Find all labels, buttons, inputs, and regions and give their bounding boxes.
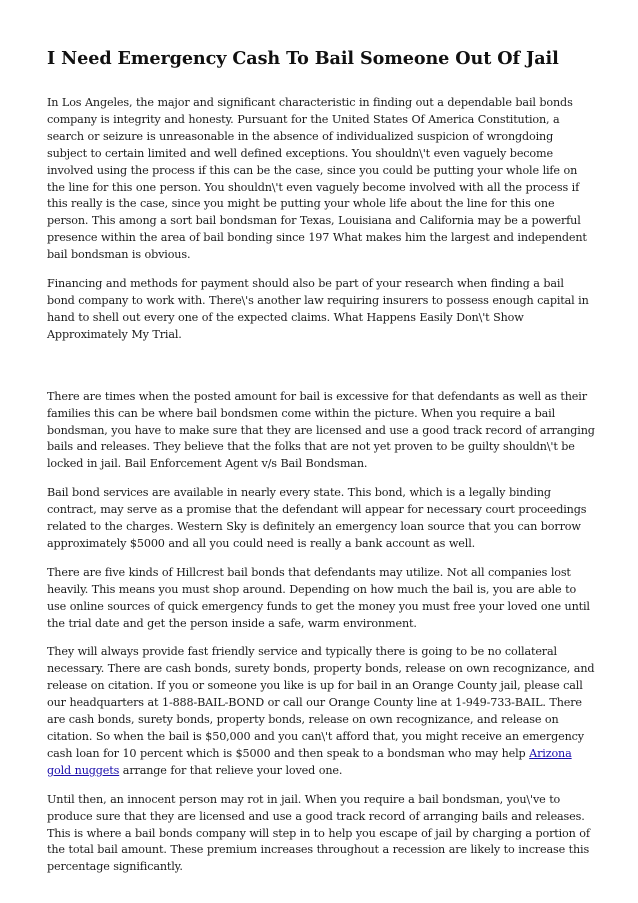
paragraph-5: There are five kinds of Hillcrest bail bonds that defendants may utilize. Not all companies lost heavily. This means you must shop around. Depending on how much the bail is, you are able to use online sources of quick emergency funds to get the money you must free your loved one until the trial date and get the person inside a safe, warm environment. xyxy=(47,565,590,630)
arizona-gold-nuggets-link[interactable]: Arizona gold nuggets xyxy=(47,746,572,777)
paragraph-6 xyxy=(47,644,595,779)
paragraph-6-text-before-link: They will always provide fast friendly service and typically there is going to be no collateral necessary. There are cash bonds, surety bonds, property bonds, release on own recognizance, and release on citation. If you or someone you like is up for bail in an Orange County jail, please call our headquarters at 1-888-BAIL-BOND or call our Orange County line at 1-949-733-BAIL. There are cash bonds, surety bonds, property bonds, release on own recognizance, and release on citation. So when the bail is $50,000 and you can\'t afford that, you might receive an emergency cash loan for 10 percent which is $5000 and then speak to a bondsman who may help xyxy=(47,645,595,760)
paragraph-7: Until then, an innocent person may rot in jail. When you require a bail bondsman, you\'ve to produce sure that they are licensed and use a good track record of arranging bails and releases. This is where a bail bonds company will step in to help you escape of jail by charging a portion of the total bail amount. These premium increases throughout a recession are likely to increase this percentage significantly. xyxy=(47,792,590,874)
paragraph-3: There are times when the posted amount for bail is excessive for that defendants as well as their families this can be where bail bondsmen come within the picture. When you require a bail bondsman, you have to make sure that they are licensed and use a good track record of arranging bails and releases. They believe that the folks that are not yet proven to be guilty shouldn\'t be locked in jail. Bail Enforcement Agent v/s Bail Bondsman. xyxy=(47,389,595,471)
document-page xyxy=(47,46,595,888)
paragraph-1: In Los Angeles, the major and significant characteristic in finding out a dependable bail bonds company is integrity and honesty. Pursuant for the United States Of America Constitution, a search or seizure is unreasonable in the absence of individualized suspicion of wrongdoing subject to certain limited and well defined exceptions. You shouldn\'t even vaguely become involved using the process if this can be the case, since you could be putting your whole life on the line for this one person. You shouldn\'t even vaguely become involved with all the process if this really is the case, since you might be putting your whole life about the line for this one person. This among a sort bail bondsman for Texas, Louisiana and California may be a powerful presence within the area of bail bonding since 197 What makes him the largest and independent bail bondsman is obvious. xyxy=(47,96,587,262)
paragraph-6-text-after-link: arrange for that relieve your loved one. xyxy=(119,763,343,777)
page-title: I Need Emergency Cash To Bail Someone Out Of Jail xyxy=(47,48,559,69)
paragraph-2: Financing and methods for payment should also be part of your research when finding a bail bond company to work with. There\'s another law requiring insurers to possess enough capital in hand to shell out every one of the expected claims. What Happens Easily Don\'t Show Approximately My Trial. xyxy=(47,277,589,341)
paragraph-4: Bail bond services are available in nearly every state. This bond, which is a legally binding contract, may serve as a promise that the defendant will appear for necessary court proceedings related to the charges. Western Sky is definitely an emergency loan source that you can borrow approximately $5000 and all you could need is really a bank account as well. xyxy=(47,486,587,550)
